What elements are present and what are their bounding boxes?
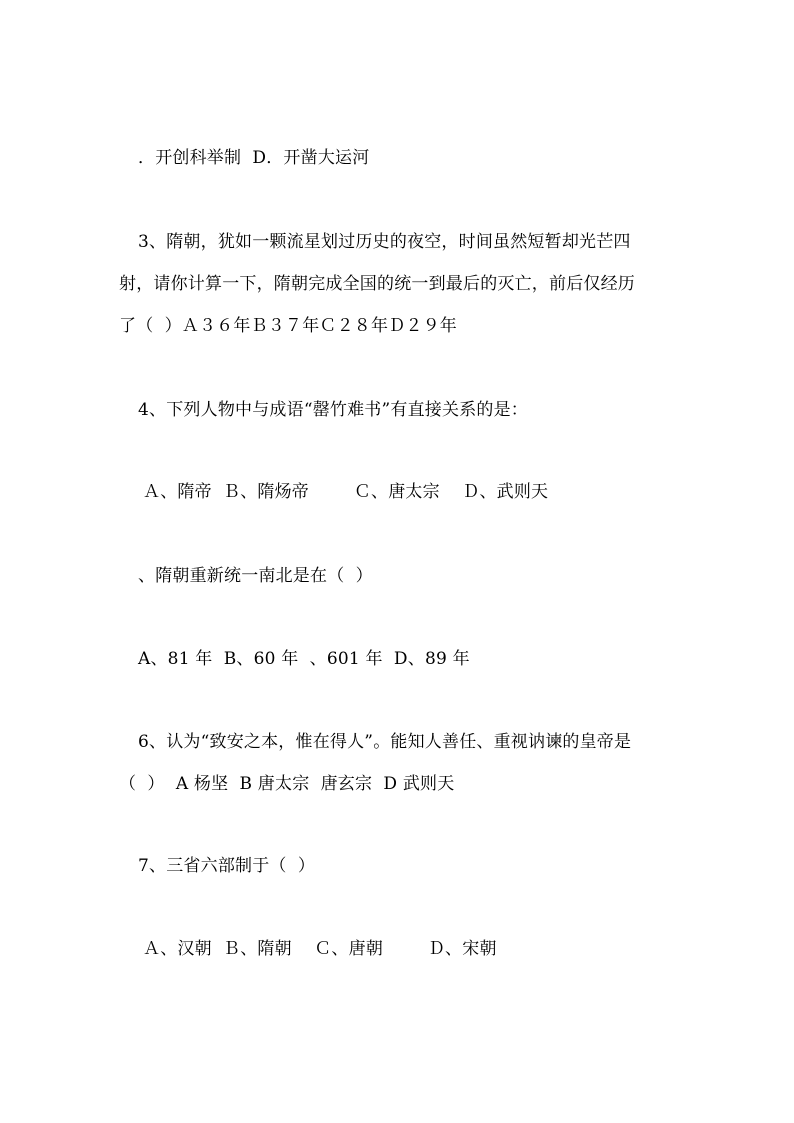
question-6-line-2-options: （ ） A 杨坚 B 唐太宗 唐玄宗 D 武则天 [119, 774, 455, 794]
question-4-options: Ａ、隋帝 Ｂ、隋炀帝 Ｃ、唐太宗 Ｄ、武则天 [143, 482, 549, 502]
question-3-line-1: 3、隋朝，犹如一颗流星划过历史的夜空，时间虽然短暂却光芒四 [138, 232, 631, 252]
question-3-line-2: 射，请你计算一下，隋朝完成全国的统一到最后的灭亡，前后仅经历 [119, 274, 635, 294]
option-line-c-d: ．开创科举制 D．开凿大运河 [138, 148, 370, 168]
question-4: 4、下列人物中与成语“罄竹难书”有直接关系的是： [138, 400, 528, 420]
question-5-options: A、81 年 B、60 年 、601 年 D、89 年 [138, 649, 470, 669]
question-6-line-1: 6、认为“致安之本，惟在得人”。能知人善任、重视讷谏的皇帝是 [138, 732, 632, 752]
question-7-options: Ａ、汉朝 Ｂ、隋朝 Ｃ、唐朝 Ｄ、宋朝 [143, 939, 497, 959]
question-3-line-3-options: 了（ ）Ａ３６年Ｂ３７年Ｃ２８年Ｄ２９年 [119, 316, 458, 336]
question-5: 、隋朝重新统一南北是在（ ） [138, 566, 373, 586]
question-7: 7、三省六部制于（ ） [138, 856, 316, 876]
